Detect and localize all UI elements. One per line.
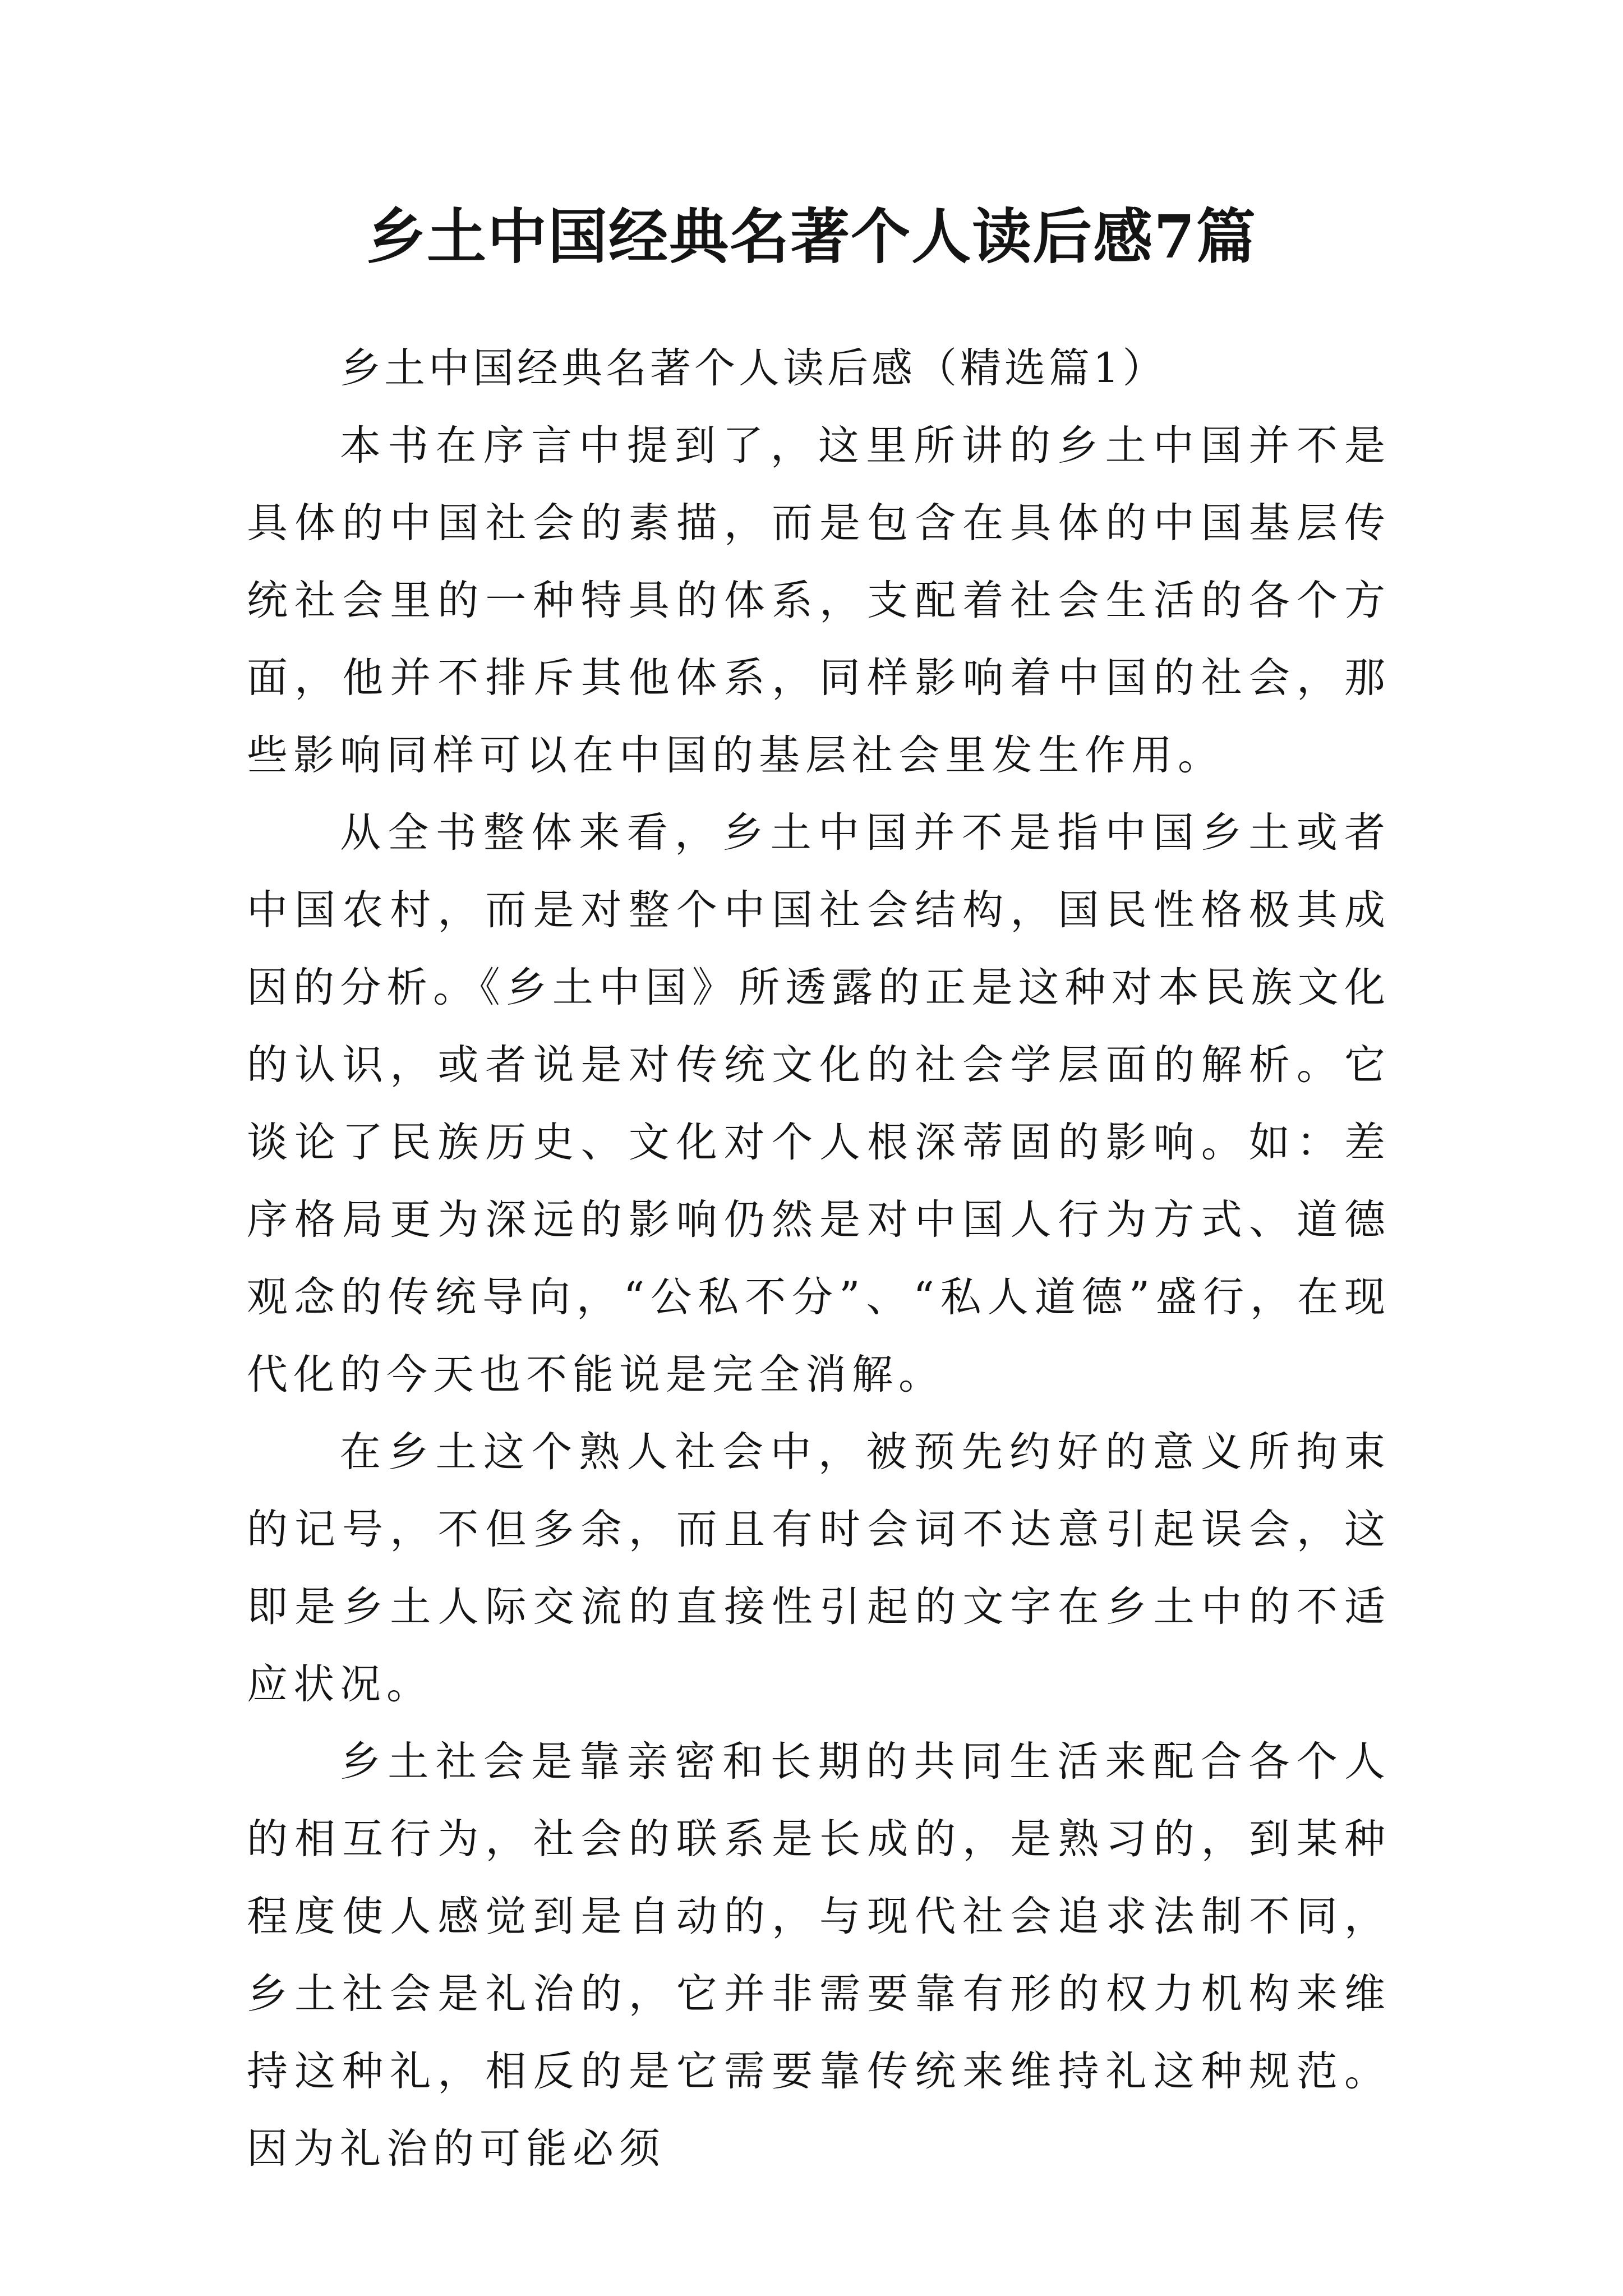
paragraph-4: 乡土社会是靠亲密和长期的共同生活来配合各个人的相互行为，社会的联系是长成的，是熟习的，到某种程度使人感觉到是自动的，与现代社会追求法制不同，乡土社会是礼治的，它并非需要靠有形的权力机构来维持这种礼，相反的是它需要靠传统来维持礼这种规范。因为礼治的可能必须	[247, 1738, 1391, 2173]
document-title: 乡土中国经典名著个人读后感7篇	[366, 201, 1257, 272]
paragraph-1: 本书在序言中提到了，这里所讲的乡土中国并不是具体的中国社会的素描，而是包含在具体的中国基层传统社会里的一种特具的体系，支配着社会生活的各个方面，他并不排斥其他体系，同样影响着中国的社会，那些影响同样可以在中国的基层社会里发生作用。	[247, 422, 1391, 779]
paragraph-3: 在乡土这个熟人社会中，被预先约好的意义所拘束的记号，不但多余，而且有时会词不达意引起误会，这即是乡土人际交流的直接性引起的文字在乡土中的不适应状况。	[247, 1428, 1391, 1708]
document-body	[247, 330, 1391, 2188]
section-heading: 乡土中国经典名著个人读后感（精选篇1）	[340, 344, 1167, 392]
paragraph-2: 从全书整体来看，乡土中国并不是指中国乡土或者中国农村，而是对整个中国社会结构，国民性格极其成因的分析。《乡土中国》所透露的正是这种对本民族文化的认识，或者说是对传统文化的社会学层面的解析。它谈论了民族历史、文化对个人根深蒂固的影响。如：差序格局更为深远的影响仍然是对中国人行为方式、道德观念的传统导向，“公私不分”、“私人道德”盛行，在现代化的今天也不能说是完全消解。	[247, 809, 1391, 1398]
